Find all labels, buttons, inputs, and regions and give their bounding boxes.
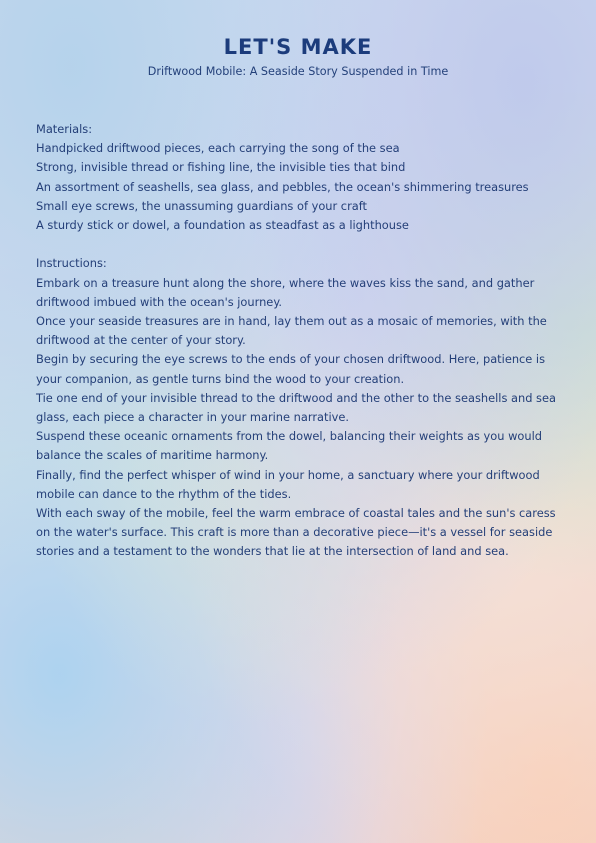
materials-item: Small eye screws, the unassuming guardians of your craft bbox=[36, 198, 368, 213]
materials-item: An assortment of seashells, sea glass, and pebbles, the ocean's shimmering treasures bbox=[36, 179, 529, 194]
materials-section bbox=[36, 120, 562, 235]
instruction-step: Tie one end of your invisible thread to the driftwood and the other to the seashells and sea glass, each piece a character in your marine narrative. bbox=[36, 390, 556, 425]
instruction-step: Finally, find the perfect whisper of wind in your home, a sanctuary where your driftwood mobile can dance to the rhythm of the tides. bbox=[36, 467, 540, 501]
instruction-step: Embark on a treasure hunt along the shore, where the waves kiss the sand, and gather driftwood imbued with the ocean's journey. bbox=[36, 275, 535, 309]
materials-item: A sturdy stick or dowel, a foundation as steadfast as a lighthouse bbox=[36, 218, 409, 233]
materials-heading: Materials: bbox=[36, 122, 93, 136]
page-subtitle: Driftwood Mobile: A Seaside Story Suspended in Time bbox=[147, 65, 449, 78]
instruction-step: Once your seaside treasures are in hand, lay them out as a mosaic of memories, with the driftwood at the center of your story. bbox=[36, 314, 547, 348]
content-body bbox=[36, 120, 562, 562]
instruction-step: Begin by securing the eye screws to the ends of your chosen driftwood. Here, patience is your companion, as gentle turns bind the wood to your creation. bbox=[36, 352, 546, 386]
instructions-section bbox=[36, 254, 562, 561]
instruction-step: Suspend these oceanic ornaments from the dowel, balancing their weights as you would balance the scales of maritime harmony. bbox=[36, 429, 542, 463]
page-title: LET'S MAKE bbox=[223, 35, 373, 59]
section-spacer bbox=[36, 235, 562, 254]
materials-item: Handpicked driftwood pieces, each carrying the song of the sea bbox=[36, 141, 400, 156]
materials-item: Strong, invisible thread or fishing line, the invisible ties that bind bbox=[36, 160, 406, 175]
instructions-heading: Instructions: bbox=[36, 256, 107, 271]
instruction-step: With each sway of the mobile, feel the warm embrace of coastal tales and the sun's caress on the water's surface. This craft is more than a decorative piece—it's a vessel for seaside stories and a testament to the wonders that lie at the intersection of land and sea. bbox=[36, 506, 556, 559]
header bbox=[0, 34, 596, 79]
